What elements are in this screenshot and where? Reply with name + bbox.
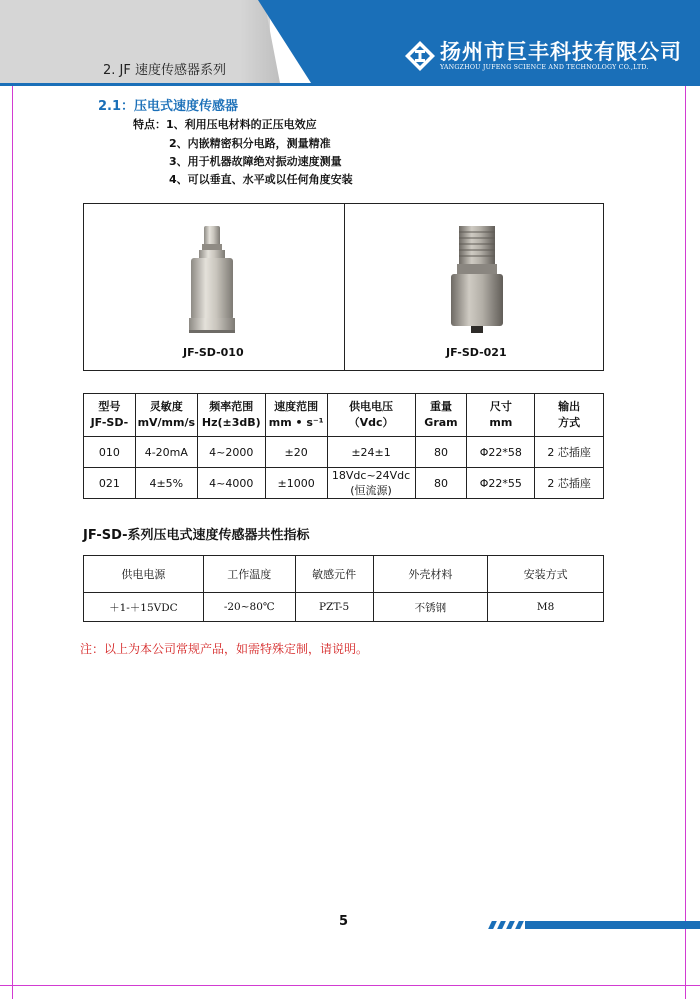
spec-header-sensitivity: 灵敏度 mV/mm/s — [135, 394, 197, 437]
header-divider-line — [0, 83, 700, 86]
cell-mounting: M8 — [488, 593, 604, 622]
cell-temperature: -20~80℃ — [203, 593, 295, 622]
spec-table-header-row — [84, 394, 604, 437]
common-header-power: 供电电源 — [84, 556, 204, 593]
feature-item-1: 特点：1、利用压电材料的正压电效应 — [133, 118, 317, 131]
cell-element: PZT-5 — [295, 593, 373, 622]
cell-weight: 80 — [415, 468, 467, 499]
common-header-element: 敏感元件 — [295, 556, 373, 593]
cell-velocity: ±20 — [265, 437, 327, 468]
spec-table — [83, 393, 604, 499]
page-number: 5 — [339, 914, 349, 929]
cell-frequency: 4~4000 — [197, 468, 265, 499]
cell-voltage: 18Vdc~24Vdc (恒流源) — [327, 468, 415, 499]
cell-output: 2 芯插座 — [535, 468, 604, 499]
company-name-cn: 扬州市巨丰科技有限公司 — [440, 39, 682, 64]
cell-frequency: 4~2000 — [197, 437, 265, 468]
spec-header-frequency: 频率范围 Hz(±3dB) — [197, 394, 265, 437]
cell-sensitivity: 4-20mA — [135, 437, 197, 468]
cell-weight: 80 — [415, 437, 467, 468]
cell-model: 021 — [84, 468, 136, 499]
feature-item-4: 4、可以垂直、水平或以任何角度安装 — [169, 173, 353, 186]
product-photo-frame — [83, 203, 604, 371]
common-header-housing: 外壳材料 — [373, 556, 488, 593]
sensor-010-photo — [187, 224, 237, 340]
common-specs-title: JF-SD-系列压电式速度传感器共性指标 — [83, 528, 310, 543]
footer-stripe — [488, 921, 497, 929]
footer-stripe — [497, 921, 506, 929]
common-header-row — [84, 556, 604, 593]
common-header-mounting: 安装方式 — [488, 556, 604, 593]
table-row — [84, 593, 604, 622]
feature-item-2: 2、内嵌精密积分电路，测量精准 — [169, 137, 331, 150]
photo-divider — [344, 204, 345, 370]
feature-item-3: 3、用于机器故障绝对振动速度测量 — [169, 155, 342, 168]
photo-caption-010: JF-SD-010 — [183, 346, 244, 359]
spec-header-weight: 重量 Gram — [415, 394, 467, 437]
crop-mark-bottom — [0, 985, 700, 986]
footer-stripe — [506, 921, 515, 929]
table-row — [84, 468, 604, 499]
footer-bar — [525, 921, 700, 929]
section-heading: 2.1：压电式速度传感器 — [98, 99, 239, 114]
common-header-temperature: 工作温度 — [203, 556, 295, 593]
spec-header-size: 尺寸 mm — [467, 394, 535, 437]
cell-velocity: ±1000 — [265, 468, 327, 499]
cell-size: Φ22*58 — [467, 437, 535, 468]
spec-header-voltage: 供电电压 （Vdc） — [327, 394, 415, 437]
photo-caption-021: JF-SD-021 — [446, 346, 507, 359]
sensor-021-photo — [447, 224, 507, 336]
common-specs-table — [83, 555, 604, 622]
section-title: 2. JF 速度传感器系列 — [103, 63, 226, 78]
cell-model: 010 — [84, 437, 136, 468]
spec-header-output: 输出 方式 — [535, 394, 604, 437]
cell-power: ＋1-＋15VDC — [84, 593, 204, 622]
cell-output: 2 芯插座 — [535, 437, 604, 468]
spec-header-model: 型号 JF-SD- — [84, 394, 136, 437]
cell-housing: 不锈钢 — [373, 593, 488, 622]
cell-size: Φ22*55 — [467, 468, 535, 499]
note-text: 注：以上为本公司常规产品，如需特殊定制，请说明。 — [80, 642, 369, 656]
crop-mark-right — [685, 0, 686, 999]
footer-stripe — [515, 921, 524, 929]
cell-sensitivity: 4±5% — [135, 468, 197, 499]
jufeng-logo-icon — [404, 40, 436, 72]
company-name-en: YANGZHOU JUFENG SCIENCE AND TECHNOLOGY CO.,LTD. — [440, 64, 649, 71]
cell-voltage: ±24±1 — [327, 437, 415, 468]
crop-mark-left — [12, 0, 13, 999]
spec-header-velocity: 速度范围 mm • s⁻¹ — [265, 394, 327, 437]
table-row — [84, 437, 604, 468]
